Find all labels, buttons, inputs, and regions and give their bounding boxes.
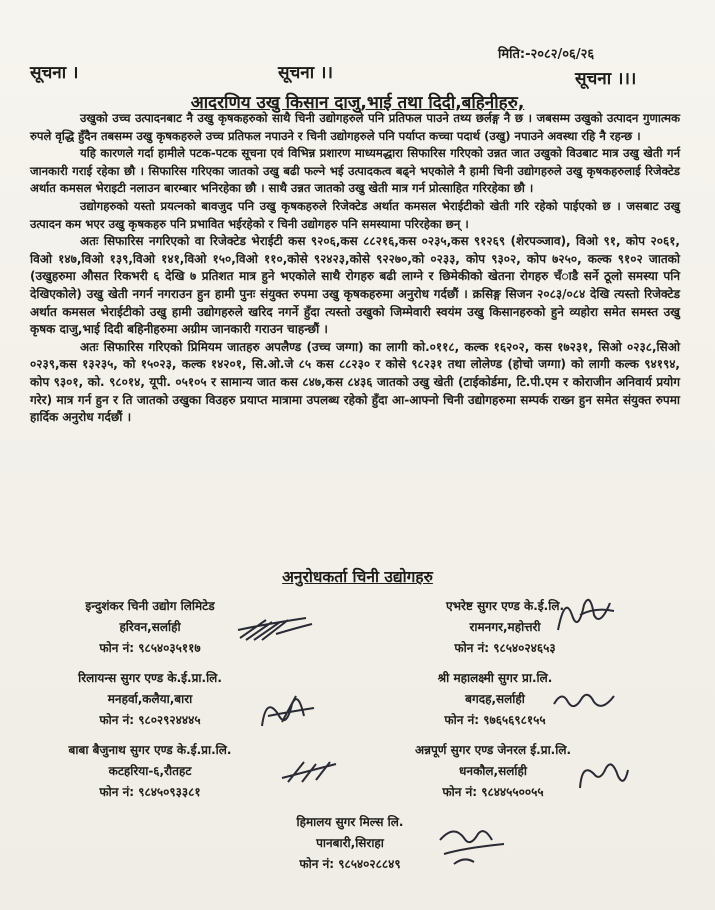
paragraph-2: यहि कारणले गर्दा हामीले पटक-पटक सूचना एवं विभिन्न प्रशारण माध्यमद्धारा सिफारिस गरिएको उन्नत जात उखुको विउबाट मात्र उखु खेती गर्न जानकारी गराई रहेका छौ । सिफारिस गरिएका जातको उखु बढी फल्ने भई उत्पादकत्व बढ्ने भएकोले नै हामी चिनी उद्योगहरुले उखु कृषकहरुलाई रिजेक्टेड अर्थात कमसल भेराइटी नलाउन बारम्बार भनिरहेका छौ । साथै उन्नत जातको उखु खेती मात्र गर्न प्रोत्साहित गरिरहेका छौ ।	[30, 146, 680, 196]
signature-indushankar	[236, 610, 316, 650]
notice-date: मिति:-२०८२/०६/२६	[498, 47, 595, 62]
signature-reliance	[252, 686, 322, 736]
signature-everest	[550, 585, 620, 640]
company-phone: फोन नं: ९८४४५५००५५	[442, 785, 544, 799]
company-block	[30, 668, 270, 731]
signature-baijunath	[276, 756, 346, 786]
signature-mahalaxmi	[548, 686, 618, 716]
company-phone: फोन नं: ९८४५०९३३८१	[99, 785, 201, 799]
company-name: इन्दुशंकर चिनी उद्योग लिमिटेड	[85, 599, 215, 613]
company-address: कटहरिया-६,रौतहट	[108, 764, 192, 778]
company-name: एभरेष्ट सुगर एण्ड के.ई.लि.	[445, 599, 565, 613]
company-block	[240, 812, 460, 875]
notice-label-1: सूचना ।	[30, 63, 79, 83]
paragraph-3: उद्योगहरुको यस्तो प्रयत्नको बावजुद पनि उखु कृषकहरुले रिजेक्टेड अर्थात कमसल भेराईटीको खेती गरि रहेको पाईएको छ । जसबाट उखु उत्पादन कम भएर उखु कृषकहरु पनि प्रभावित भईरहेको र चिनी उद्योगहरु पनि समस्यामा परिरहेका छन् ।	[30, 198, 680, 231]
company-phone: फोन नं: ९८०२९२४४४५	[99, 713, 201, 727]
company-address: रामनगर,महोत्तरी	[469, 620, 541, 634]
paragraph-4: अतः सिफारिस नगरिएको वा रिजेक्टेड भेराईटी कस ९२०६,कस ८८२१६,कस ०२३५,कस ९१२६९ (शेरपञ्जाव), विओ ९१, कोप २०६१, विओ १४७,विओ १३९,विओ १४१,विओ १५०,विओ ११०,कोसे ९२४२३,कोसे ९२२७०,को ०२३३, कोप ९३०२, कोप ७२५०, कल्क ९१०२ जातको (उखुहरुमा औसत रिकभरी ६ देखि ७ प्रतिशत मात्र हुने भएकोले साथै रोगहरु बढी लाग्ने र छिमेकीको खेतना रोगहरु चँाडै सर्ने ठूलो समस्या पनि देखिएकोले) उखु खेती नगर्न नगराउन हुन हामी पुनः संयुक्त रुपमा उखु कृषकहरुमा अनुरोध गर्दछौं । क्रसिङ्ग सिजन २०८३/०८४ देखि त्यस्तो रिजेक्टेड अर्थात कमसल भेराईटीको उखु हामी उद्योगहरुले खरिद नगर्ने हुँदा त्यस्तो उखुको जिम्मेवारी स्वयंम उखु किसानहरुको हुने व्यहोरा समेत समस्त उखु कृषक दाजु,भाई दिदी बहिनीहरुमा अग्रीम जानकारी गराउन चाहन्छौं ।	[30, 234, 680, 337]
greeting-title: आदरणिय उखु किसान दाजु,भाई तथा दिदी,बहिनीहरु,	[190, 93, 525, 113]
company-address: पानबारी,सिराहा	[316, 836, 384, 850]
notice-label-3: सूचना ।।।	[575, 69, 637, 89]
company-name: हिमालय सुगर मिल्स लि.	[296, 815, 404, 829]
notice-body	[30, 110, 680, 427]
company-name: अन्नपूर्ण सुगर एण्ड जेनरल ई.प्रा.लि.	[414, 743, 572, 757]
requesters-heading: अनुरोधकर्ता चिनी उद्योगहरु	[282, 568, 433, 586]
signature-annapurna	[572, 754, 632, 794]
company-phone: फोन नं: ९८५४०३५११७	[99, 641, 201, 655]
company-name: श्री महालक्ष्मी सुगर प्रा.लि.	[437, 671, 553, 685]
paragraph-1: उखुको उच्च उत्पादनबाट नै उखु कृषकहरुको साथै चिनी उद्योगहरुले पनि प्रतिफल पाउने तथ्य छर्लङ्ग नै छ । जबसम्म उखुको उत्पादन गुणात्मक रुपले वृद्धि हुँदैन तबसम्म उखु कृषकहरुले उच्च प्रतिफल नपाउने र चिनी उद्योगहरुले पनि पर्याप्त कच्चा पदार्थ (उखु) नपाउने अवस्था रहि नै रहन्छ ।	[30, 111, 680, 143]
signature-himalaya	[434, 820, 509, 870]
notice-label-2: सूचना ।।	[278, 63, 333, 83]
company-address: मनहर्वा,कलैया,बारा	[107, 692, 193, 706]
company-name: बाबा बैजुनाथ सुगर एण्ड के.ई.प्रा.लि.	[68, 743, 232, 757]
company-name: रिलायन्स सुगर एण्ड के.ई.प्रा.लि.	[78, 671, 222, 685]
company-address: हरिवन,सर्लाही	[119, 620, 181, 634]
company-block	[30, 596, 270, 659]
paragraph-5: अतः सिफारिस गरिएको प्रिमियम जातहरु अपलैण्ड (उच्च जग्गा) का लागी को.०११८, कल्क १६२०२, कस १७२३१, सिओ ०२३८,सिओ ०२३९,कस १३२३५, को १५०२३, कल्क १४२०१, सि.ओ.जे ८५ कस ८८२३० र कोसे ९८२३१ तथा लोलेण्ड (होचो जग्गा) को लागी कल्क ९४१९४, कोप ९३०१, को. ९८०१४, यूपी. ०५१०५ र सामान्य जात कस ८४७,कस ८४३६ जातको उखु खेती (टाईकोर्डमा, टि.पी.एम र कोराजीन अनिवार्य प्रयोग गरेर) मात्र गर्न हुन र ति जातको उखुका विउहरु प्रयाप्त मात्रामा उपलब्ध रहेको हुँदा आ-आफ्नो चिनी उद्योगहरुमा सम्पर्क राख्न हुन समेत संयुक्त रुपमा हार्दिक अनुरोध गर्दछौं ।	[30, 339, 680, 425]
company-address: धनकौल,सर्लाही	[459, 764, 527, 778]
company-address: बगदह,सर्लाही	[465, 692, 525, 706]
company-phone: फोन नं: ९७६५६९८१५५	[444, 713, 546, 727]
company-block	[30, 740, 270, 803]
company-phone: फोन नं: ९८५४०२४६५३	[454, 641, 556, 655]
company-phone: फोन नं: ९८५४०२८८४९	[299, 857, 401, 871]
